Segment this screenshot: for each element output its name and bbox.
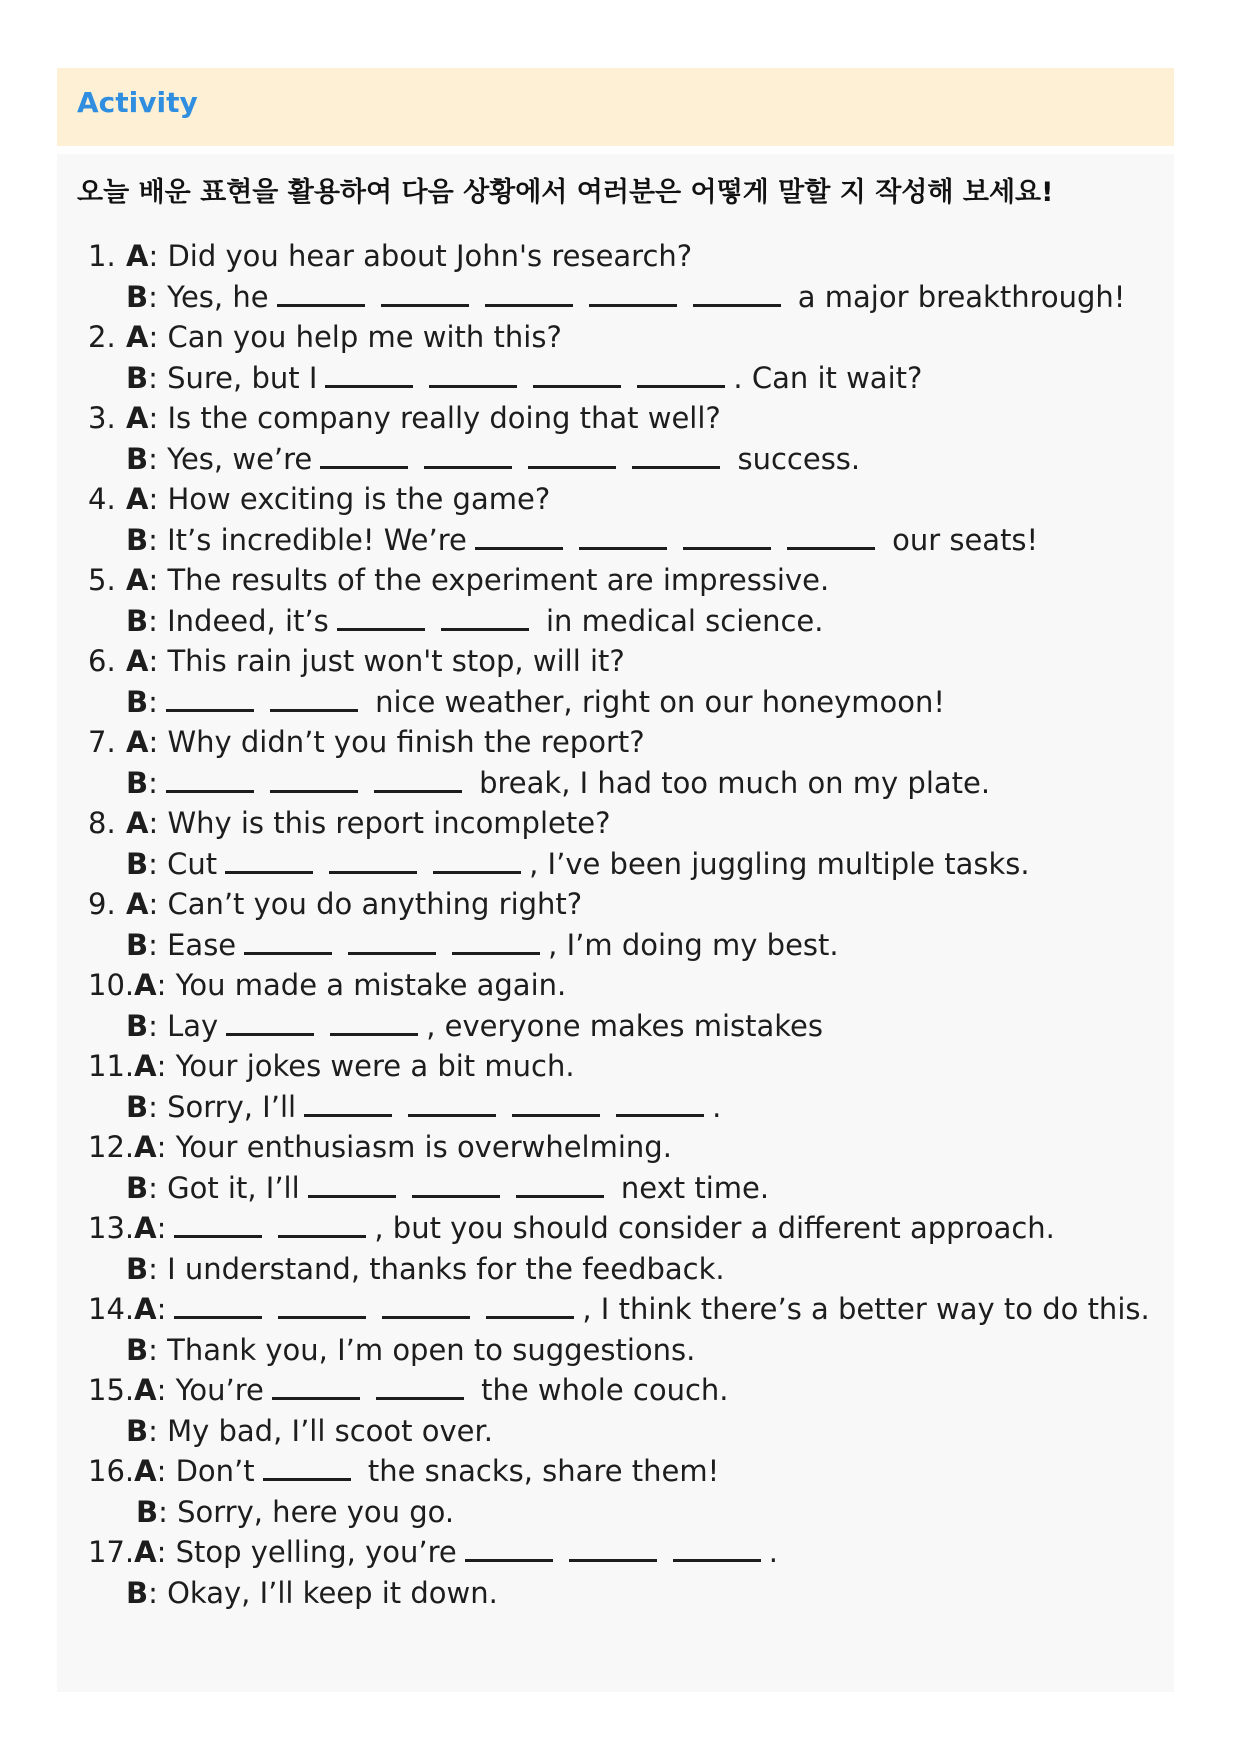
speaker-a: A [134, 1292, 157, 1326]
dialogue-text: . [712, 1089, 722, 1124]
dialogue-text: : You’re [156, 1373, 264, 1407]
speaker-a: A [134, 968, 157, 1002]
speaker-b: B [126, 441, 149, 476]
speaker-b: B [126, 927, 149, 962]
dialogue-text: : I understand, thanks for the feedback. [148, 1251, 725, 1286]
dialogue-line-a [88, 1046, 575, 1086]
dialogue-line-b [126, 682, 945, 722]
answer-blank[interactable] [787, 547, 875, 550]
speaker-b: B [126, 1413, 149, 1448]
dialogue-line-b [126, 844, 1030, 884]
answer-blank[interactable] [277, 304, 365, 307]
dialogue-text: : Did you hear about John's research? [148, 239, 693, 273]
answer-blank[interactable] [412, 1195, 500, 1198]
answer-blank[interactable] [225, 871, 313, 874]
dialogue-line-a [88, 722, 645, 762]
dialogue-text: : Why is this report incomplete? [148, 806, 611, 840]
answer-blank[interactable] [533, 385, 621, 388]
answer-blank[interactable] [465, 1559, 553, 1562]
answer-blank[interactable] [693, 304, 781, 307]
answer-blank[interactable] [329, 871, 417, 874]
dialogue-line-b [126, 1411, 493, 1451]
dialogue-line-b [126, 925, 839, 965]
dialogue-line-a [88, 1532, 778, 1572]
answer-blank[interactable] [381, 304, 469, 307]
answer-blank[interactable] [348, 952, 436, 955]
dialogue-text: , I think there’s a better way to do this. [582, 1292, 1150, 1326]
dialogue-text: . [768, 1535, 778, 1569]
speaker-a: A [134, 1373, 157, 1407]
answer-blank[interactable] [330, 1033, 418, 1036]
dialogue-line-b [126, 439, 860, 479]
item-number: 5. [88, 563, 116, 597]
item-number: 14. [88, 1292, 135, 1326]
dialogue-text: : Yes, he [148, 279, 269, 314]
dialogue-line-a [88, 1370, 729, 1410]
speaker-a: A [134, 1130, 157, 1164]
dialogue-text: : Thank you, I’m open to suggestions. [148, 1332, 696, 1367]
item-number: 11. [88, 1049, 135, 1083]
speaker-b: B [126, 279, 149, 314]
dialogue-text: : You made a mistake again. [156, 968, 567, 1002]
item-number: 17. [88, 1535, 135, 1569]
dialogue-text: our seats! [882, 522, 1039, 557]
answer-blank[interactable] [244, 952, 332, 955]
dialogue-text: : Sorry, here you go. [158, 1494, 455, 1529]
dialogue-text: : This rain just won't stop, will it? [148, 644, 625, 678]
speaker-b: B [126, 684, 149, 719]
answer-blank[interactable] [376, 1397, 464, 1400]
dialogue-text: : Indeed, it’s [148, 603, 329, 638]
speaker-a: A [134, 1049, 157, 1083]
answer-blank[interactable] [485, 304, 573, 307]
dialogue-text: . Can it wait? [733, 360, 923, 395]
dialogue-text: : Yes, we’re [148, 441, 313, 476]
answer-blank[interactable] [374, 790, 462, 793]
speaker-b: B [126, 522, 149, 557]
dialogue-text: , everyone makes mistakes [426, 1008, 823, 1043]
dialogue-line-a [88, 479, 550, 519]
answer-blank[interactable] [278, 1235, 366, 1238]
dialogue-text: , I’m doing my best. [548, 927, 839, 962]
dialogue-line-b [126, 520, 1038, 560]
answer-blank[interactable] [616, 1114, 704, 1117]
dialogue-text: : Sure, but I [148, 360, 318, 395]
dialogue-line-a [88, 236, 692, 276]
speaker-b: B [126, 1170, 149, 1205]
dialogue-line-a [88, 317, 562, 357]
dialogue-line-b [126, 1249, 725, 1289]
answer-blank[interactable] [308, 1195, 396, 1198]
item-number: 13. [88, 1211, 135, 1245]
dialogue-text: : My bad, I’ll scoot over. [148, 1413, 493, 1448]
answer-blank[interactable] [166, 709, 254, 712]
dialogue-text: : Your enthusiasm is overwhelming. [156, 1130, 672, 1164]
dialogue-text: in medical science. [536, 603, 824, 638]
dialogue-text: : Your jokes were a bit much. [156, 1049, 575, 1083]
dialogue-text: : Cut [148, 846, 218, 881]
speaker-a: A [134, 1454, 157, 1488]
answer-blank[interactable] [632, 466, 720, 469]
speaker-a: A [126, 239, 149, 273]
answer-blank[interactable] [226, 1033, 314, 1036]
answer-blank[interactable] [278, 1316, 366, 1319]
dialogue-text: a major breakthrough! [788, 279, 1126, 314]
answer-blank[interactable] [683, 547, 771, 550]
dialogue-text: the snacks, share them! [358, 1454, 720, 1488]
answer-blank[interactable] [174, 1235, 262, 1238]
answer-blank[interactable] [433, 871, 521, 874]
dialogue-text: : [148, 684, 158, 719]
item-number: 2. [88, 320, 116, 354]
item-number: 10. [88, 968, 135, 1002]
item-number: 4. [88, 482, 116, 516]
dialogue-text: success. [728, 441, 861, 476]
dialogue-line-b [126, 1168, 769, 1208]
speaker-a: A [126, 320, 149, 354]
dialogue-line-a [88, 965, 566, 1005]
answer-blank[interactable] [272, 1397, 360, 1400]
dialogue-text: , but you should consider a different approach. [374, 1211, 1055, 1245]
answer-blank[interactable] [337, 628, 425, 631]
dialogue-line-b [126, 1006, 823, 1046]
dialogue-text: : Is the company really doing that well? [148, 401, 721, 435]
speaker-b: B [126, 1089, 149, 1124]
instruction-text: 오늘 배운 표현을 활용하여 다음 상황에서 여러분은 어떻게 말할 지 작성해 보세요! [77, 177, 1054, 208]
speaker-a: A [134, 1535, 157, 1569]
answer-blank[interactable] [304, 1114, 392, 1117]
speaker-b: B [126, 360, 149, 395]
dialogue-text: : Can’t you do anything right? [148, 887, 583, 921]
speaker-b: B [136, 1494, 159, 1529]
dialogue-text: : [148, 765, 158, 800]
speaker-b: B [126, 846, 149, 881]
answer-blank[interactable] [452, 952, 540, 955]
speaker-b: B [126, 1008, 149, 1043]
answer-blank[interactable] [512, 1114, 600, 1117]
dialogue-line-b [126, 1330, 695, 1370]
dialogue-text: : Can you help me with this? [148, 320, 562, 354]
dialogue-text: : It’s incredible! We’re [148, 522, 467, 557]
speaker-a: A [126, 563, 149, 597]
dialogue-text: : How exciting is the game? [148, 482, 551, 516]
item-number: 12. [88, 1130, 135, 1164]
answer-blank[interactable] [270, 790, 358, 793]
speaker-a: A [126, 725, 149, 759]
dialogue-line-b [126, 763, 990, 803]
dialogue-line-a [88, 560, 829, 600]
answer-blank[interactable] [589, 304, 677, 307]
item-number: 1. [88, 239, 116, 273]
answer-blank[interactable] [579, 547, 667, 550]
answer-blank[interactable] [429, 385, 517, 388]
item-number: 3. [88, 401, 116, 435]
dialogue-line-b [126, 601, 824, 641]
answer-blank[interactable] [673, 1559, 761, 1562]
dialogue-text: next time. [611, 1170, 770, 1205]
answer-blank[interactable] [174, 1316, 262, 1319]
speaker-a: A [134, 1211, 157, 1245]
speaker-b: B [126, 1575, 149, 1610]
dialogue-line-b [126, 277, 1125, 317]
speaker-a: A [126, 644, 149, 678]
dialogue-text: : Sorry, I’ll [148, 1089, 297, 1124]
dialogue-line-b [126, 1573, 498, 1613]
dialogue-line-a [88, 1127, 672, 1167]
answer-blank[interactable] [382, 1316, 470, 1319]
answer-blank[interactable] [528, 466, 616, 469]
item-number: 8. [88, 806, 116, 840]
dialogue-text: : Don’t [156, 1454, 255, 1488]
speaker-a: A [126, 401, 149, 435]
speaker-a: A [126, 482, 149, 516]
dialogue-text: break, I had too much on my plate. [469, 765, 991, 800]
answer-blank[interactable] [516, 1195, 604, 1198]
speaker-b: B [126, 765, 149, 800]
answer-blank[interactable] [475, 547, 563, 550]
answer-blank[interactable] [270, 709, 358, 712]
dialogue-text: : Why didn’t you finish the report? [148, 725, 645, 759]
answer-blank[interactable] [486, 1316, 574, 1319]
answer-blank[interactable] [424, 466, 512, 469]
answer-blank[interactable] [441, 628, 529, 631]
answer-blank[interactable] [320, 466, 408, 469]
dialogue-line-a [88, 1289, 1150, 1329]
dialogue-text: : Okay, I’ll keep it down. [148, 1575, 498, 1610]
dialogue-text: : Got it, I’ll [148, 1170, 300, 1205]
item-number: 9. [88, 887, 116, 921]
item-number: 15. [88, 1373, 135, 1407]
dialogue-line-a [88, 641, 625, 681]
item-number: 16. [88, 1454, 135, 1488]
dialogue-text: the whole couch. [471, 1373, 729, 1407]
answer-blank[interactable] [325, 385, 413, 388]
dialogue-text: : Lay [148, 1008, 219, 1043]
answer-blank[interactable] [637, 385, 725, 388]
dialogue-text: : Stop yelling, you’re [156, 1535, 457, 1569]
dialogue-line-a [88, 1208, 1055, 1248]
item-number: 7. [88, 725, 116, 759]
dialogue-text: : [156, 1211, 167, 1245]
dialogue-line-b [126, 358, 922, 398]
item-number: 6. [88, 644, 116, 678]
dialogue-text: : The results of the experiment are impressive. [148, 563, 830, 597]
speaker-a: A [126, 887, 149, 921]
dialogue-text: , I’ve been juggling multiple tasks. [529, 846, 1030, 881]
answer-blank[interactable] [408, 1114, 496, 1117]
dialogue-line-a [88, 884, 582, 924]
dialogue-text: : [156, 1292, 167, 1326]
speaker-b: B [126, 1332, 149, 1367]
answer-blank[interactable] [569, 1559, 657, 1562]
activity-header [57, 68, 1174, 146]
dialogue-line-a [88, 398, 721, 438]
dialogue-text: : Ease [148, 927, 237, 962]
answer-blank[interactable] [263, 1478, 351, 1481]
answer-blank[interactable] [166, 790, 254, 793]
speaker-b: B [126, 603, 149, 638]
dialogue-line-a [88, 1451, 719, 1491]
dialogue-text: nice weather, right on our honeymoon! [365, 684, 946, 719]
dialogue-line-b [126, 1087, 721, 1127]
activity-title: Activity [77, 86, 198, 119]
speaker-a: A [126, 806, 149, 840]
dialogue-line-a [88, 803, 610, 843]
speaker-b: B [126, 1251, 149, 1286]
dialogue-line-b [136, 1492, 454, 1532]
